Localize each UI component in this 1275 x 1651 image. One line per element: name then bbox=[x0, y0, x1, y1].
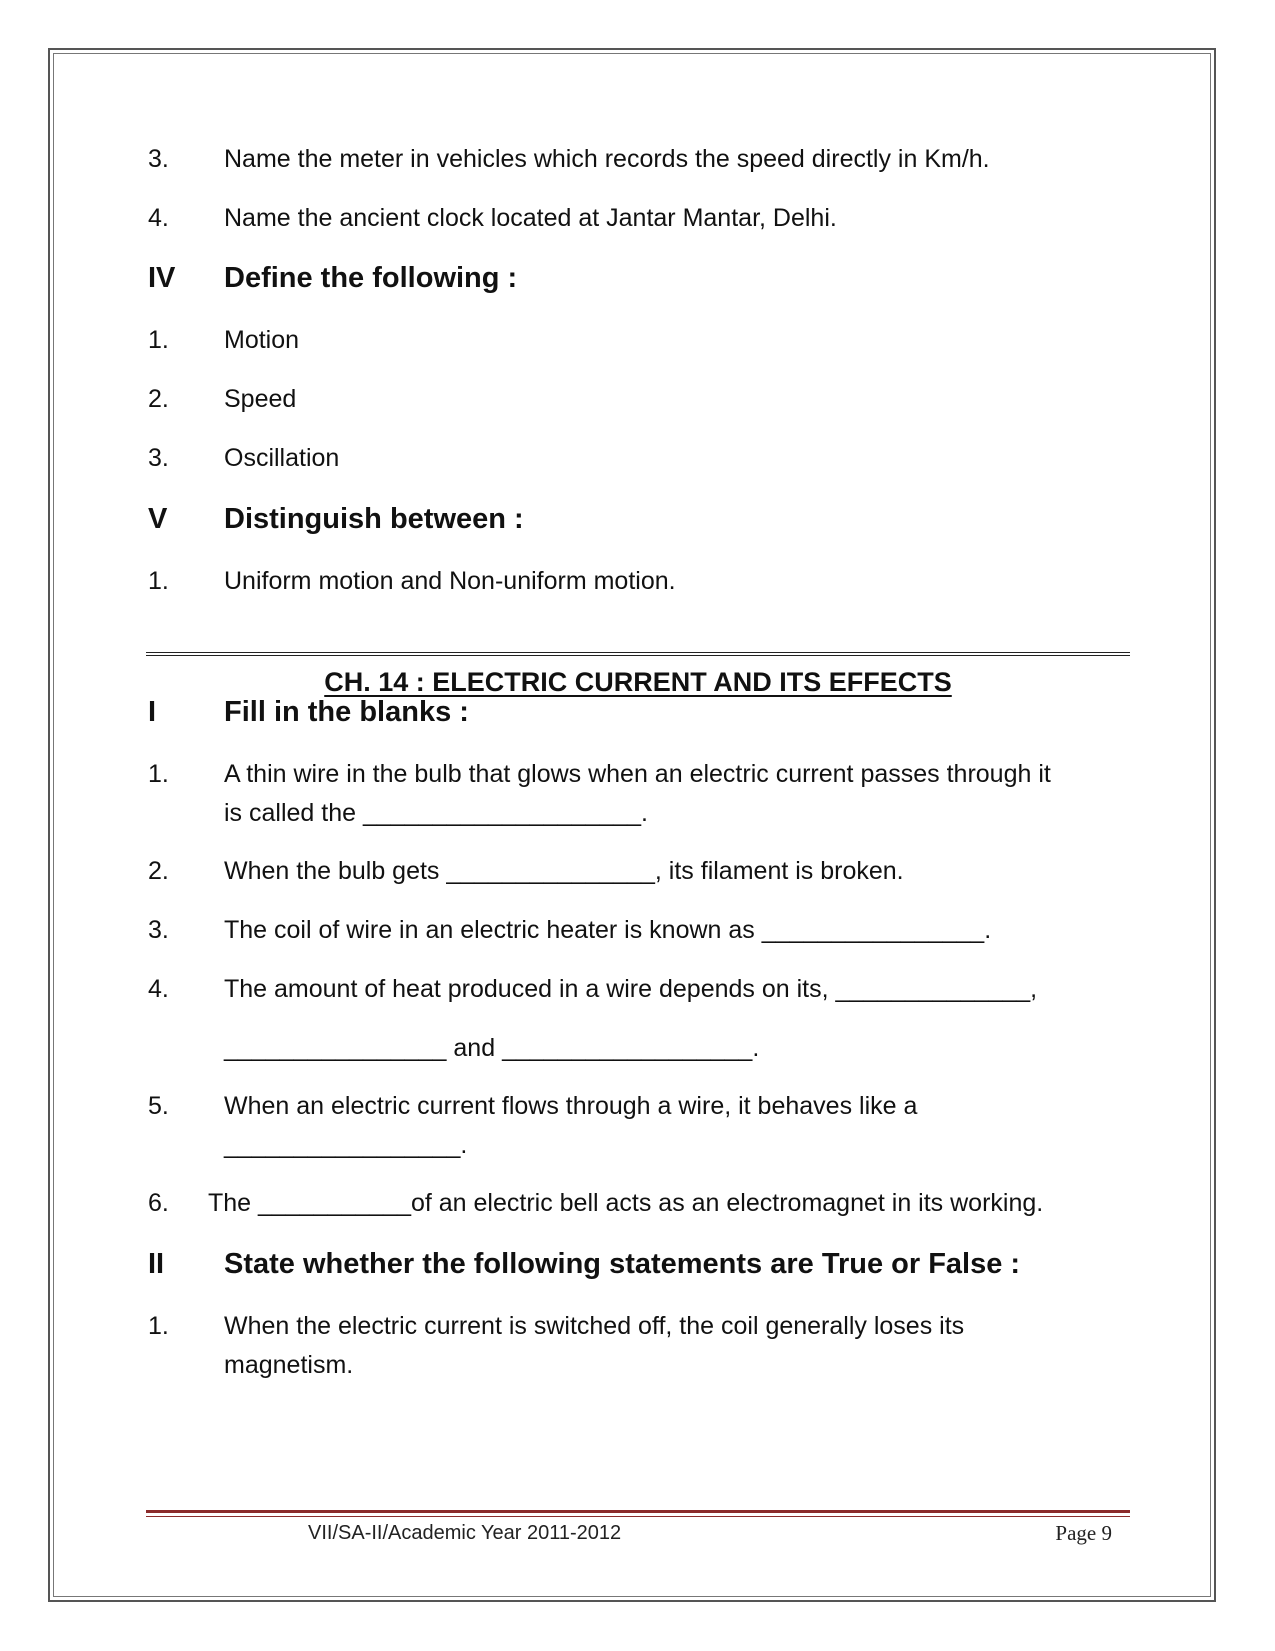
question-number: 1. bbox=[148, 567, 169, 595]
question-text-line1: The amount of heat produced in a wire depends on its, ______________, bbox=[224, 975, 1038, 1003]
section-number: I bbox=[148, 696, 157, 728]
section-heading-text: Fill in the blanks : bbox=[224, 696, 469, 728]
question-number: 2. bbox=[148, 857, 169, 885]
footer-divider bbox=[146, 1510, 1130, 1517]
footer-academic-year: VII/SA-II/Academic Year 2011-2012 bbox=[308, 1522, 622, 1544]
question-number: 3. bbox=[148, 916, 169, 944]
question-number: 2. bbox=[148, 385, 169, 413]
section-number: II bbox=[148, 1248, 165, 1280]
question-text-line1: When the electric current is switched off, the coil generally loses its bbox=[224, 1312, 965, 1340]
question-number: 4. bbox=[148, 204, 169, 232]
question-text-line1: A thin wire in the bulb that glows when an electric current passes through it bbox=[224, 760, 1051, 788]
question-number: 1. bbox=[148, 1312, 169, 1340]
question-number: 5. bbox=[148, 1092, 169, 1120]
chapter-title-text: CH. 14 : ELECTRIC CURRENT AND ITS EFFECTS bbox=[324, 667, 952, 697]
question-text: Motion bbox=[224, 326, 300, 354]
section-heading-text: Define the following : bbox=[224, 262, 518, 294]
question-text-line2: is called the ____________________. bbox=[224, 799, 648, 827]
footer-page-number: Page 9 bbox=[1055, 1521, 1112, 1545]
question-text: Speed bbox=[224, 385, 297, 413]
question-text-line2: _________________. bbox=[224, 1131, 468, 1159]
question-number: 4. bbox=[148, 975, 169, 1003]
section-number: V bbox=[148, 503, 168, 535]
question-number: 3. bbox=[148, 145, 169, 173]
question-text: The ___________of an electric bell acts as an electromagnet in its working. bbox=[208, 1189, 1044, 1217]
section-heading-text: State whether the following statements are True or False : bbox=[224, 1248, 1021, 1280]
question-text: Oscillation bbox=[224, 444, 340, 472]
question-number: 1. bbox=[148, 326, 169, 354]
section-heading-text: Distinguish between : bbox=[224, 503, 524, 535]
question-text-line2: ________________ and __________________. bbox=[224, 1034, 760, 1062]
question-text-line1: When an electric current flows through a wire, it behaves like a bbox=[224, 1092, 918, 1120]
question-text: Name the ancient clock located at Jantar Mantar, Delhi. bbox=[224, 204, 837, 232]
question-text: The coil of wire in an electric heater is known as ________________. bbox=[224, 916, 992, 944]
section-number: IV bbox=[148, 262, 176, 294]
question-text: When the bulb gets _______________, its filament is broken. bbox=[224, 857, 904, 885]
question-number: 1. bbox=[148, 760, 169, 788]
question-number: 3. bbox=[148, 444, 169, 472]
question-text: Uniform motion and Non-uniform motion. bbox=[224, 567, 676, 595]
question-text: Name the meter in vehicles which records the speed directly in Km/h. bbox=[224, 145, 990, 173]
question-text-line2: magnetism. bbox=[224, 1351, 354, 1379]
question-number: 6. bbox=[148, 1189, 169, 1217]
section-divider bbox=[146, 652, 1130, 656]
